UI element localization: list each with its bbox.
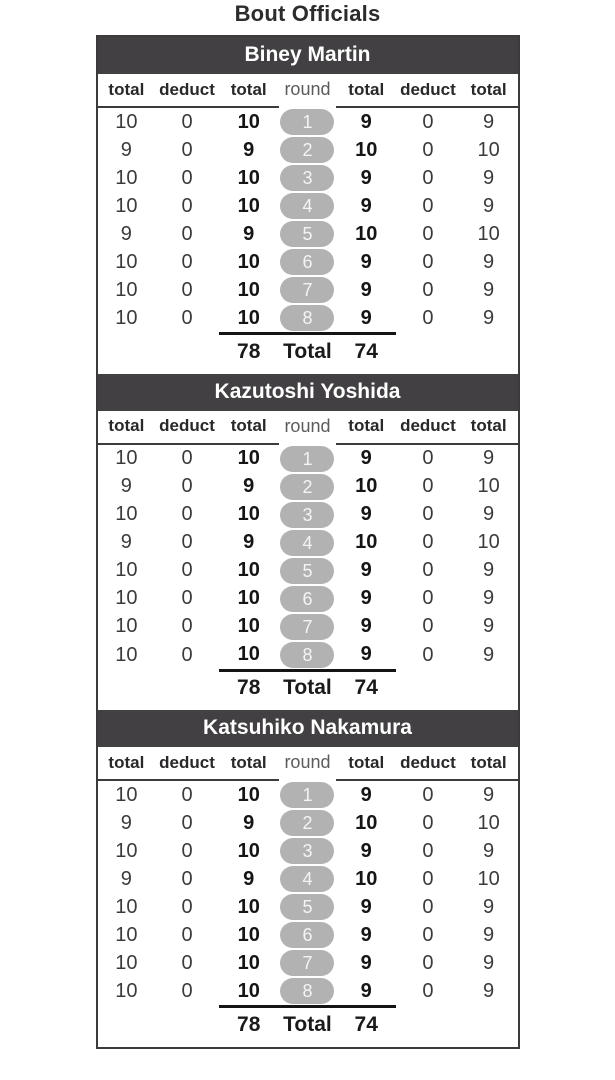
score-total-cell: 9 (483, 587, 495, 609)
score-deduct-cell: 0 (422, 166, 434, 189)
score-final-cell: 10 (355, 222, 378, 245)
score-final-cell: 10 (355, 138, 378, 161)
score-total-cell: 10 (115, 194, 138, 217)
score-total-cell: 9 (483, 166, 495, 189)
score-deduct-cell: 0 (181, 980, 193, 1003)
right-total-sum: 74 (336, 1007, 396, 1047)
total-row (98, 334, 518, 374)
round-column-header: round (284, 415, 331, 436)
score-total-cell: 9 (120, 531, 132, 553)
deduct-column-header: deduct (155, 74, 219, 107)
score-deduct-cell: 0 (181, 110, 193, 133)
score-total-cell: 9 (483, 980, 495, 1003)
round-badge: 1 (280, 109, 334, 135)
left-total-sum: 78 (219, 334, 279, 374)
score-final-cell: 10 (237, 306, 260, 329)
total-column-header: total (336, 747, 396, 780)
round-badge: 2 (280, 137, 334, 163)
score-deduct-cell: 0 (422, 475, 434, 497)
score-row (98, 641, 518, 671)
score-deduct-cell: 0 (181, 138, 193, 161)
round-badge: 6 (280, 922, 334, 948)
total-column-header: total (460, 411, 518, 444)
score-final-cell: 9 (360, 643, 372, 665)
score-deduct-cell: 0 (422, 278, 434, 301)
score-final-cell: 10 (355, 531, 378, 553)
round-badge: 1 (280, 782, 334, 808)
score-deduct-cell: 0 (422, 222, 434, 245)
round-badge: 5 (280, 221, 334, 247)
total-row (98, 1007, 518, 1047)
round-cell (279, 444, 337, 473)
score-total-cell: 10 (115, 839, 138, 862)
total-label: Total (279, 670, 337, 710)
right-total-sum: 74 (336, 334, 396, 374)
score-final-cell: 9 (360, 306, 372, 329)
score-final-cell: 10 (237, 895, 260, 918)
score-row (98, 613, 518, 641)
score-row (98, 921, 518, 949)
score-total-cell: 10 (477, 531, 500, 553)
score-final-cell: 9 (243, 811, 255, 834)
score-final-cell: 9 (360, 559, 372, 581)
officials-container (96, 35, 520, 1049)
score-deduct-cell: 0 (181, 278, 193, 301)
score-total-cell: 10 (477, 475, 500, 497)
score-row (98, 136, 518, 164)
score-total-cell: 10 (115, 923, 138, 946)
score-deduct-cell: 0 (422, 250, 434, 273)
score-row (98, 837, 518, 865)
score-final-cell: 9 (360, 615, 372, 637)
total-row (98, 670, 518, 710)
score-deduct-cell: 0 (181, 531, 193, 553)
round-cell (279, 641, 337, 671)
total-column-header: total (460, 747, 518, 780)
score-deduct-cell: 0 (181, 307, 193, 330)
round-badge: 8 (280, 642, 334, 668)
score-row (98, 444, 518, 473)
score-deduct-cell: 0 (181, 839, 193, 862)
score-deduct-cell: 0 (181, 447, 193, 469)
official-card (98, 374, 518, 711)
score-total-cell: 10 (115, 587, 138, 609)
round-badge: 3 (280, 838, 334, 864)
score-table-header-row (98, 74, 518, 107)
score-total-cell: 10 (115, 278, 138, 301)
round-badge: 7 (280, 614, 334, 640)
score-final-cell: 9 (360, 839, 372, 862)
round-cell (279, 949, 337, 977)
score-final-cell: 10 (237, 194, 260, 217)
score-total-cell: 10 (115, 559, 138, 581)
round-cell (279, 893, 337, 921)
score-total-cell: 10 (115, 643, 138, 666)
score-final-cell: 10 (237, 503, 260, 525)
score-total-cell: 9 (483, 194, 495, 217)
score-final-cell: 10 (237, 951, 260, 974)
round-cell (279, 613, 337, 641)
score-deduct-cell: 0 (181, 923, 193, 946)
score-row (98, 809, 518, 837)
round-badge: 3 (280, 502, 334, 528)
round-cell (279, 304, 337, 334)
score-final-cell: 9 (360, 979, 372, 1002)
score-row (98, 893, 518, 921)
round-cell (279, 585, 337, 613)
score-final-cell: 10 (237, 643, 260, 665)
left-total-sum: 78 (219, 670, 279, 710)
score-table (98, 74, 518, 374)
empty-cell (460, 1007, 518, 1047)
empty-cell (396, 670, 460, 710)
total-column-header: total (460, 74, 518, 107)
official-name-bar (98, 37, 518, 74)
score-deduct-cell: 0 (422, 951, 434, 974)
score-row (98, 304, 518, 334)
round-cell (279, 107, 337, 136)
score-total-cell: 9 (120, 138, 132, 161)
score-deduct-cell: 0 (181, 615, 193, 637)
score-total-cell: 9 (483, 250, 495, 273)
score-deduct-cell: 0 (422, 194, 434, 217)
round-badge: 5 (280, 894, 334, 920)
empty-cell (396, 1007, 460, 1047)
score-deduct-cell: 0 (181, 587, 193, 609)
score-final-cell: 10 (355, 867, 378, 890)
score-total-cell: 9 (483, 110, 495, 133)
score-deduct-cell: 0 (181, 867, 193, 890)
score-final-cell: 9 (360, 503, 372, 525)
score-final-cell: 9 (243, 475, 255, 497)
total-column-header: total (219, 747, 279, 780)
score-final-cell: 9 (360, 923, 372, 946)
round-cell (279, 473, 337, 501)
score-final-cell: 10 (237, 250, 260, 273)
score-total-cell: 9 (120, 222, 132, 245)
score-row (98, 780, 518, 809)
score-total-cell: 9 (483, 839, 495, 862)
score-total-cell: 10 (115, 895, 138, 918)
score-deduct-cell: 0 (422, 110, 434, 133)
total-column-header: total (98, 747, 156, 780)
score-deduct-cell: 0 (181, 643, 193, 666)
round-badge: 2 (280, 474, 334, 500)
score-row (98, 501, 518, 529)
round-column-header: round (284, 79, 331, 99)
score-total-cell: 10 (477, 811, 500, 834)
right-total-sum: 74 (336, 670, 396, 710)
score-deduct-cell: 0 (422, 503, 434, 525)
score-total-cell: 10 (115, 783, 138, 806)
score-final-cell: 9 (360, 783, 372, 806)
round-badge: 5 (280, 558, 334, 584)
deduct-column-header: deduct (396, 411, 460, 444)
score-final-cell: 9 (243, 138, 255, 161)
score-final-cell: 10 (237, 615, 260, 637)
score-row (98, 557, 518, 585)
score-deduct-cell: 0 (422, 587, 434, 609)
score-row (98, 248, 518, 276)
score-total-cell: 10 (115, 250, 138, 273)
score-final-cell: 10 (237, 587, 260, 609)
round-badge: 6 (280, 249, 334, 275)
total-column-header: total (98, 74, 156, 107)
round-column-header: round (284, 752, 331, 772)
score-total-cell: 10 (115, 447, 138, 469)
score-final-cell: 9 (360, 110, 372, 133)
score-final-cell: 9 (360, 951, 372, 974)
score-total-cell: 9 (483, 307, 495, 330)
score-row (98, 949, 518, 977)
round-cell (279, 276, 337, 304)
score-row (98, 473, 518, 501)
score-final-cell: 9 (243, 531, 255, 553)
empty-cell (396, 334, 460, 374)
score-row (98, 192, 518, 220)
page-title: Bout Officials (234, 1, 381, 26)
score-deduct-cell: 0 (422, 867, 434, 890)
round-badge: 6 (280, 586, 334, 612)
total-label: Total (279, 1007, 337, 1047)
round-badge: 4 (280, 866, 334, 892)
score-row (98, 220, 518, 248)
round-cell (279, 865, 337, 893)
score-deduct-cell: 0 (181, 559, 193, 581)
empty-cell (98, 670, 156, 710)
round-cell (279, 220, 337, 248)
score-total-cell: 10 (115, 307, 138, 330)
score-final-cell: 10 (237, 278, 260, 301)
round-badge: 7 (280, 950, 334, 976)
score-deduct-cell: 0 (422, 615, 434, 637)
score-table (98, 747, 518, 1047)
round-cell (279, 780, 337, 809)
score-deduct-cell: 0 (181, 475, 193, 497)
round-cell (279, 837, 337, 865)
score-final-cell: 9 (360, 166, 372, 189)
score-deduct-cell: 0 (422, 895, 434, 918)
round-badge: 7 (280, 277, 334, 303)
score-table (98, 411, 518, 711)
score-deduct-cell: 0 (422, 839, 434, 862)
score-total-cell: 9 (483, 447, 495, 469)
score-deduct-cell: 0 (422, 307, 434, 330)
round-cell (279, 192, 337, 220)
score-total-cell: 10 (477, 867, 500, 890)
score-total-cell: 9 (483, 615, 495, 637)
round-badge: 8 (280, 305, 334, 331)
round-cell (279, 557, 337, 585)
score-total-cell: 9 (483, 895, 495, 918)
round-badge: 2 (280, 810, 334, 836)
score-total-cell: 9 (483, 643, 495, 666)
score-row (98, 529, 518, 557)
official-card (98, 710, 518, 1047)
score-final-cell: 9 (243, 867, 255, 890)
score-total-cell: 9 (483, 951, 495, 974)
score-row (98, 107, 518, 136)
score-total-cell: 9 (120, 867, 132, 890)
official-name-bar (98, 374, 518, 411)
round-badge: 3 (280, 165, 334, 191)
official-name: Katsuhiko Nakamura (203, 716, 412, 739)
score-final-cell: 9 (360, 250, 372, 273)
empty-cell (155, 334, 219, 374)
round-badge: 4 (280, 193, 334, 219)
total-column-header: total (98, 411, 156, 444)
official-name: Kazutoshi Yoshida (214, 379, 401, 403)
score-deduct-cell: 0 (181, 783, 193, 806)
empty-cell (98, 334, 156, 374)
score-final-cell: 9 (360, 194, 372, 217)
score-final-cell: 10 (237, 979, 260, 1002)
score-final-cell: 10 (237, 166, 260, 189)
score-total-cell: 9 (483, 503, 495, 525)
round-badge: 8 (280, 978, 334, 1004)
score-total-cell: 9 (483, 278, 495, 301)
deduct-column-header: deduct (155, 747, 219, 780)
score-total-cell: 9 (120, 475, 132, 497)
empty-cell (155, 670, 219, 710)
round-badge: 4 (280, 530, 334, 556)
score-deduct-cell: 0 (181, 194, 193, 217)
score-final-cell: 10 (237, 783, 260, 806)
empty-cell (155, 1007, 219, 1047)
deduct-column-header: deduct (396, 747, 460, 780)
round-cell (279, 977, 337, 1007)
score-final-cell: 10 (237, 923, 260, 946)
empty-cell (460, 334, 518, 374)
score-row (98, 276, 518, 304)
score-deduct-cell: 0 (422, 643, 434, 666)
score-final-cell: 9 (360, 278, 372, 301)
score-total-cell: 9 (483, 783, 495, 806)
score-final-cell: 9 (360, 895, 372, 918)
total-column-header: total (336, 411, 396, 444)
score-deduct-cell: 0 (422, 447, 434, 469)
total-column-header: total (219, 74, 279, 107)
score-table-header-row (98, 747, 518, 780)
total-label: Total (279, 334, 337, 374)
score-final-cell: 9 (243, 222, 255, 245)
round-cell (279, 136, 337, 164)
score-final-cell: 10 (237, 839, 260, 862)
score-deduct-cell: 0 (181, 895, 193, 918)
score-deduct-cell: 0 (181, 250, 193, 273)
official-card (98, 37, 518, 374)
score-final-cell: 10 (237, 110, 260, 133)
score-final-cell: 10 (355, 811, 378, 834)
score-deduct-cell: 0 (422, 138, 434, 161)
round-cell (279, 248, 337, 276)
score-row (98, 585, 518, 613)
round-badge: 1 (280, 446, 334, 472)
score-total-cell: 10 (115, 503, 138, 525)
score-row (98, 865, 518, 893)
score-deduct-cell: 0 (422, 559, 434, 581)
score-deduct-cell: 0 (422, 783, 434, 806)
empty-cell (98, 1007, 156, 1047)
score-final-cell: 10 (237, 559, 260, 581)
score-deduct-cell: 0 (181, 503, 193, 525)
round-cell (279, 809, 337, 837)
score-deduct-cell: 0 (422, 980, 434, 1003)
score-row (98, 977, 518, 1007)
official-name-bar (98, 710, 518, 747)
score-final-cell: 9 (360, 587, 372, 609)
round-cell (279, 501, 337, 529)
score-final-cell: 10 (355, 475, 378, 497)
score-final-cell: 9 (360, 447, 372, 469)
score-deduct-cell: 0 (422, 923, 434, 946)
official-name: Biney Martin (244, 43, 371, 66)
score-deduct-cell: 0 (181, 222, 193, 245)
round-cell (279, 921, 337, 949)
score-total-cell: 10 (115, 110, 138, 133)
score-deduct-cell: 0 (181, 166, 193, 189)
score-total-cell: 10 (477, 222, 500, 245)
deduct-column-header: deduct (396, 74, 460, 107)
score-total-cell: 9 (483, 923, 495, 946)
score-total-cell: 10 (115, 166, 138, 189)
deduct-column-header: deduct (155, 411, 219, 444)
score-total-cell: 10 (115, 951, 138, 974)
score-deduct-cell: 0 (181, 811, 193, 834)
score-deduct-cell: 0 (422, 811, 434, 834)
empty-cell (460, 670, 518, 710)
score-total-cell: 10 (115, 980, 138, 1003)
score-total-cell: 9 (483, 559, 495, 581)
score-total-cell: 10 (115, 615, 138, 637)
total-column-header: total (219, 411, 279, 444)
score-final-cell: 10 (237, 447, 260, 469)
score-total-cell: 10 (477, 138, 500, 161)
total-column-header: total (336, 74, 396, 107)
score-table-header-row (98, 411, 518, 444)
left-total-sum: 78 (219, 1007, 279, 1047)
score-deduct-cell: 0 (422, 531, 434, 553)
score-row (98, 164, 518, 192)
score-deduct-cell: 0 (181, 951, 193, 974)
score-total-cell: 9 (120, 811, 132, 834)
round-cell (279, 529, 337, 557)
round-cell (279, 164, 337, 192)
